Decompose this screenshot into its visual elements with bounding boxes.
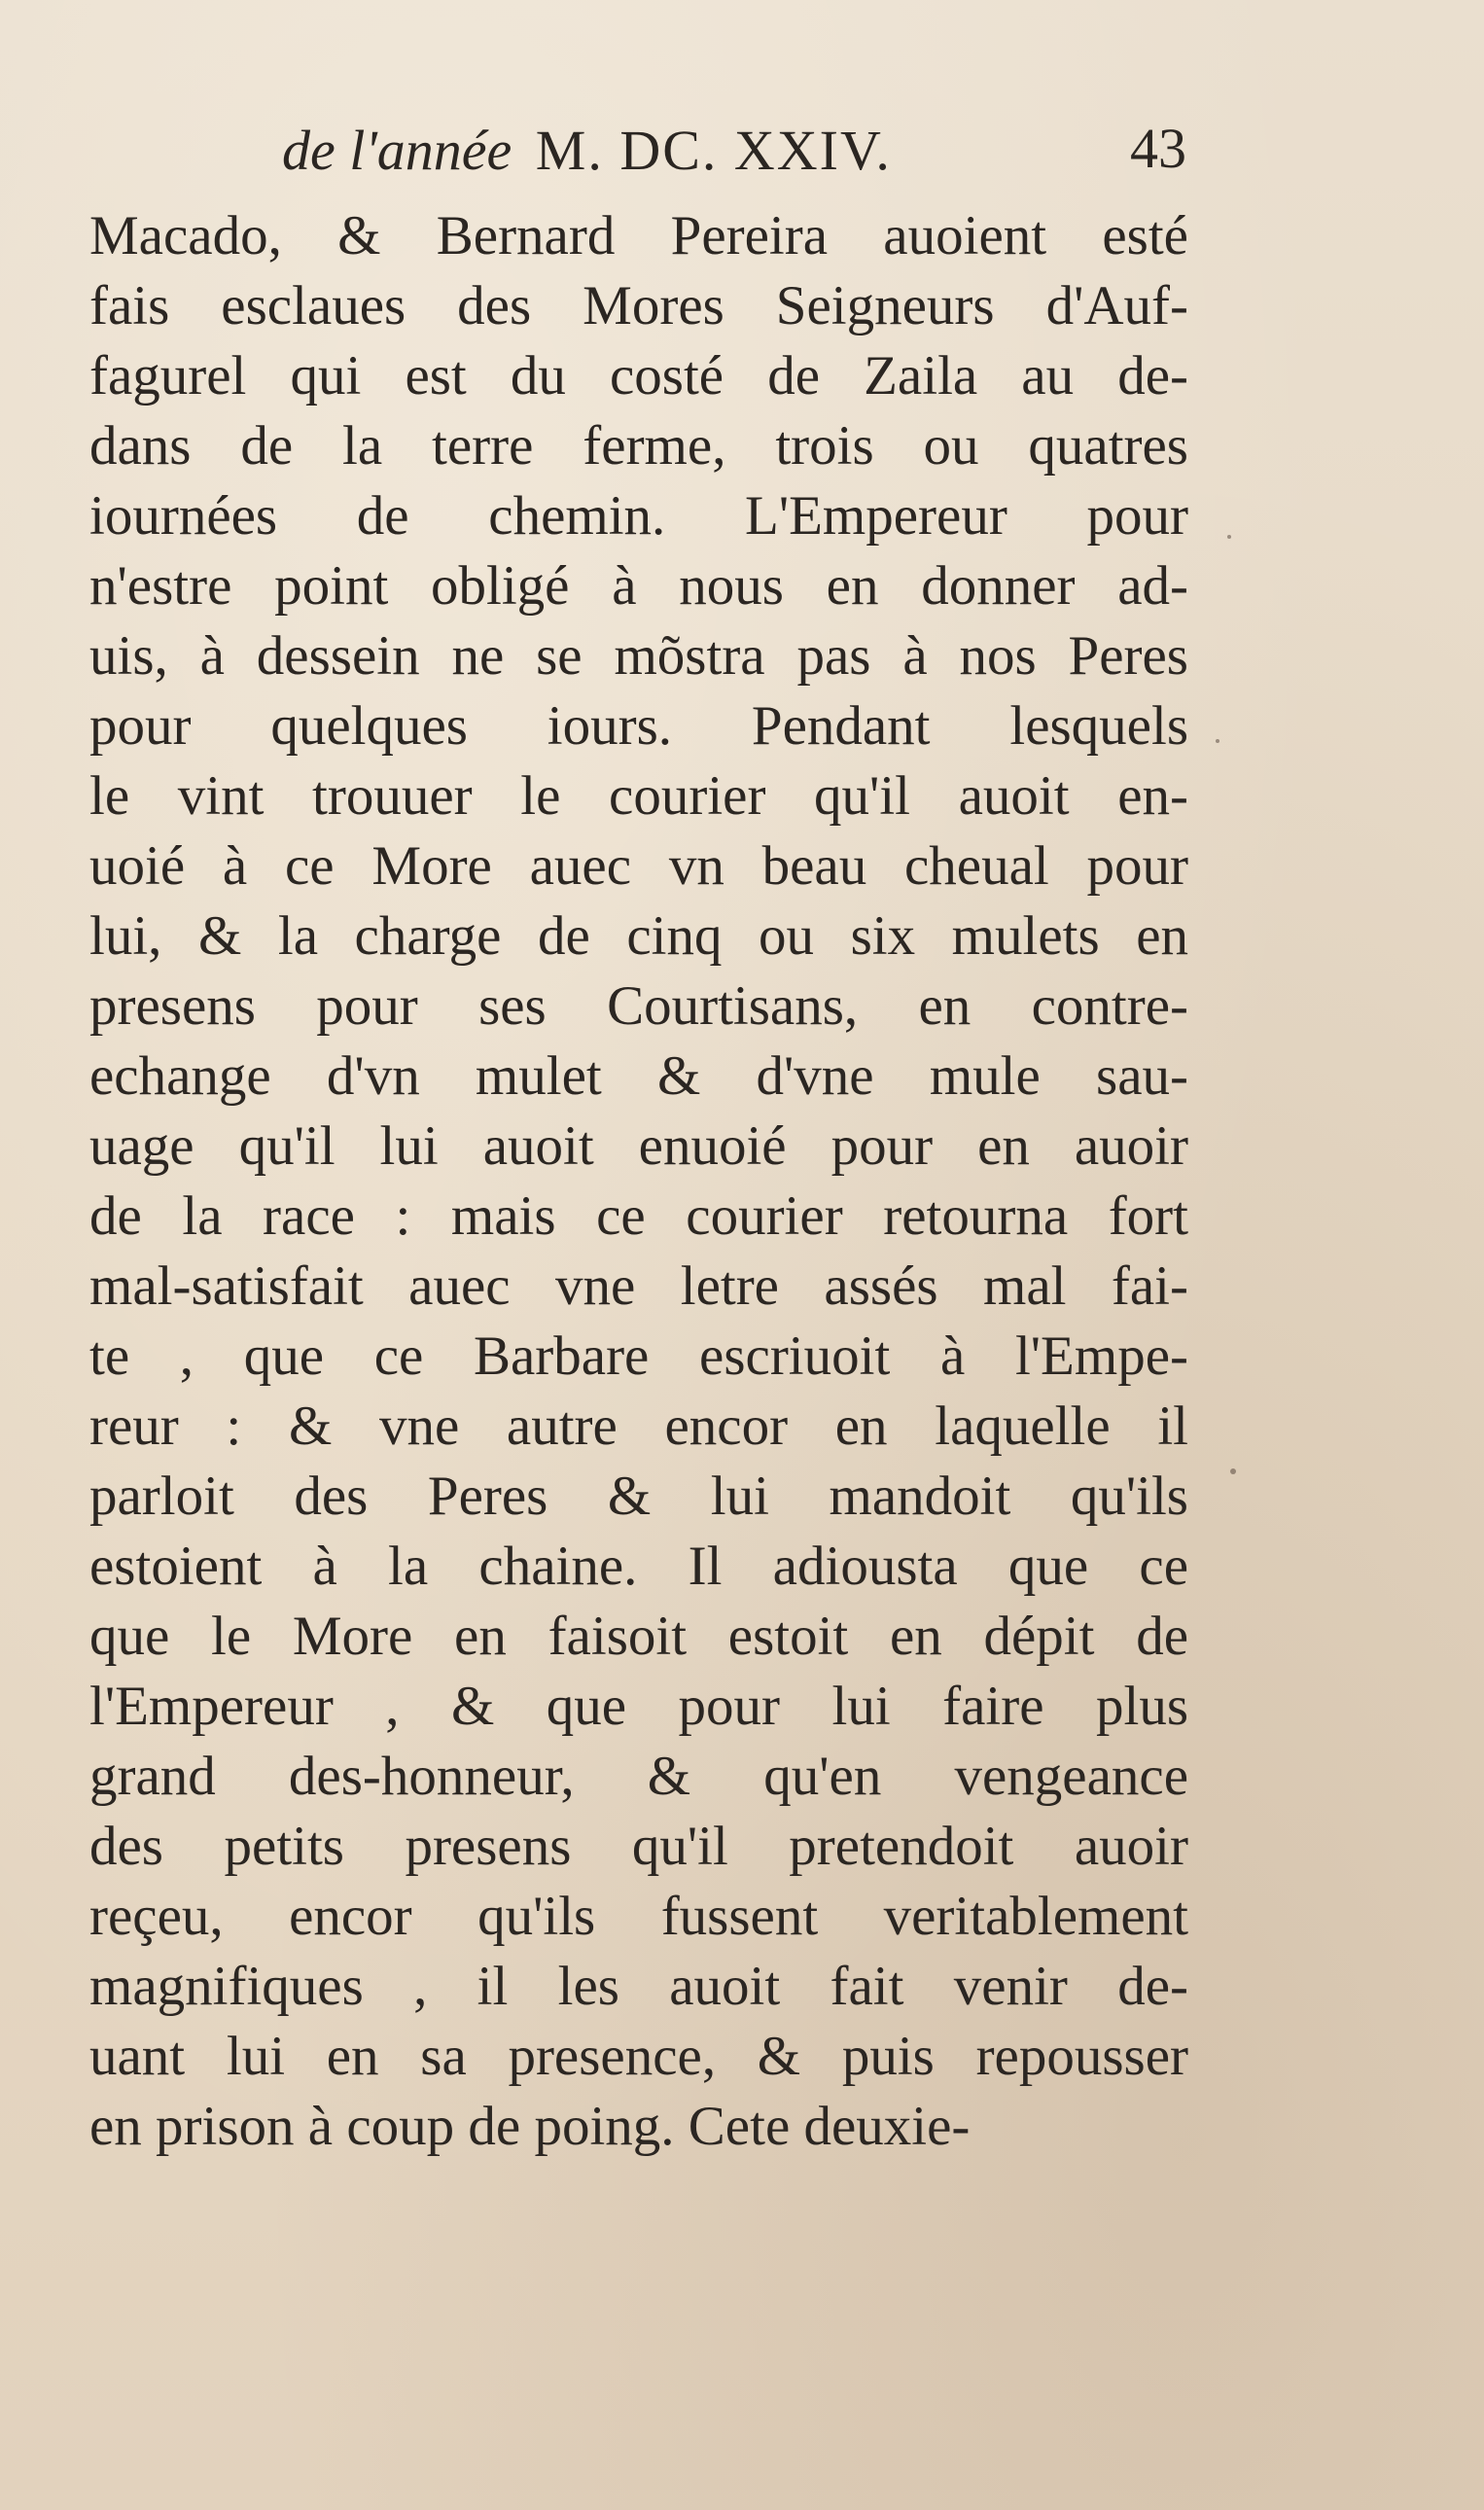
paper-speck	[1216, 739, 1219, 743]
text-line: pour quelques iours. Pendant lesquels	[89, 695, 1188, 757]
body-text	[89, 201, 1188, 2162]
text-line: estoient à la chaine. Il adiousta que ce	[89, 1536, 1188, 1597]
text-line: uis, à dessein ne se mõstra pas à nos Peres	[89, 625, 1188, 687]
text-line: iournées de chemin. L'Empereur pour	[89, 485, 1188, 547]
running-year: M. DC. XXIV.	[535, 119, 892, 182]
text-line: le vint trouuer le courier qu'il auoit en-	[89, 765, 1188, 827]
text-line: reur : & vne autre encor en laquelle il	[89, 1396, 1188, 1457]
text-line: presens pour ses Courtisans, en contre-	[89, 975, 1188, 1037]
text-line: des petits presens qu'il pretendoit auoir	[89, 1816, 1188, 1877]
text-line: grand des-honneur, & qu'en vengeance	[89, 1746, 1188, 1807]
text-line: mal-satisfait auec vne letre assés mal fai-	[89, 1255, 1188, 1317]
text-line: en prison à coup de poing. Cete deuxie-	[89, 2096, 971, 2157]
text-line: fais esclaues des Mores Seigneurs d'Auf-	[89, 275, 1188, 336]
text-line: uoié à ce More auec vn beau cheual pour	[89, 835, 1188, 897]
text-line: dans de la terre ferme, trois ou quatres	[89, 415, 1188, 477]
text-line: Macado, & Bernard Pereira auoient esté	[89, 205, 1188, 266]
text-line: uant lui en sa presence, & puis repousser	[89, 2026, 1188, 2087]
text-line: fagurel qui est du costé de Zaila au de-	[89, 345, 1188, 407]
text-line: lui, & la charge de cinq ou six mulets en	[89, 905, 1188, 967]
text-line: reçeu, encor qu'ils fussent veritablement	[89, 1886, 1188, 1947]
running-title: de l'année	[282, 119, 512, 182]
running-head	[282, 117, 1186, 185]
text-line: que le More en faisoit estoit en dépit de	[89, 1606, 1188, 1667]
text-line: l'Empereur , & que pour lui faire plus	[89, 1676, 1188, 1737]
text-line: echange d'vn mulet & d'vne mule sau-	[89, 1045, 1188, 1107]
text-line: de la race : mais ce courier retourna fort	[89, 1185, 1188, 1247]
text-line: parloit des Peres & lui mandoit qu'ils	[89, 1466, 1188, 1527]
text-line: n'estre point obligé à nous en donner ad-	[89, 555, 1188, 617]
paper-speck	[1227, 535, 1231, 539]
paper-speck	[1230, 1468, 1236, 1474]
text-line: uage qu'il lui auoit enuoié pour en auoir	[89, 1115, 1188, 1177]
text-line: magnifiques , il les auoit fait venir de-	[89, 1956, 1188, 2017]
text-line: te , que ce Barbare escriuoit à l'Empe-	[89, 1326, 1188, 1387]
page-number: 43	[1130, 117, 1186, 180]
